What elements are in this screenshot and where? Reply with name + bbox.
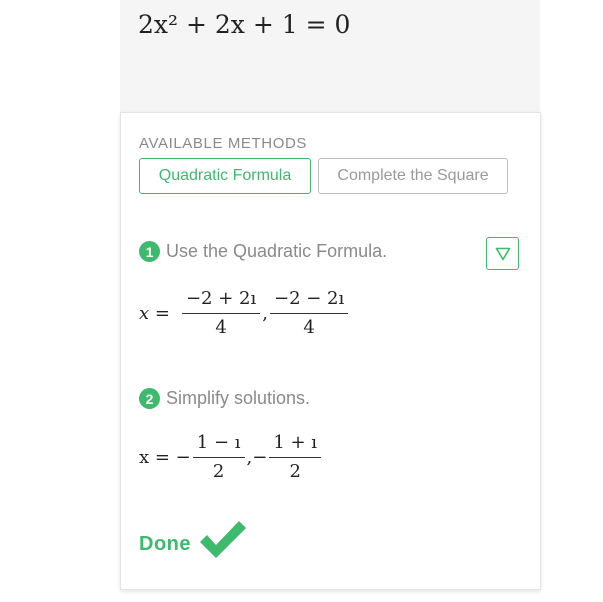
fraction xyxy=(193,433,245,482)
fraction-numerator: 1 − ı xyxy=(193,433,245,458)
checkmark-icon xyxy=(197,518,247,560)
comma-separator: , xyxy=(246,447,253,468)
expand-step-button[interactable] xyxy=(486,237,519,270)
fraction-numerator: −2 + 2ı xyxy=(182,289,260,314)
negative-sign: − xyxy=(252,447,268,468)
methods-label: AVAILABLE METHODS xyxy=(139,135,308,152)
step-title: Simplify solutions. xyxy=(166,388,311,408)
solution-lhs: x = − xyxy=(139,447,191,468)
complete-the-square-button[interactable]: Complete the Square xyxy=(318,158,508,194)
problem-equation: 2x² + 2x + 1 = 0 xyxy=(138,10,351,39)
step-2-header xyxy=(139,388,310,409)
step-number-badge: 2 xyxy=(139,388,160,409)
solution-card xyxy=(120,112,541,590)
fraction-denominator: 4 xyxy=(303,317,315,338)
done-indicator xyxy=(139,518,247,560)
step-2-solution xyxy=(139,433,323,482)
step-1-solution xyxy=(139,289,350,338)
fraction-denominator: 4 xyxy=(215,317,227,338)
fraction-numerator: 1 + ı xyxy=(269,433,321,458)
comma-separator: , xyxy=(262,303,268,324)
fraction-denominator: 2 xyxy=(212,461,225,482)
triangle-down-icon xyxy=(495,247,511,261)
fraction-denominator: 2 xyxy=(289,461,301,482)
fraction xyxy=(269,433,321,482)
fraction xyxy=(270,289,348,338)
done-label: Done xyxy=(139,533,191,555)
equation-header xyxy=(120,0,540,112)
step-title: Use the Quadratic Formula. xyxy=(166,241,388,261)
solution-lhs: x = xyxy=(139,303,170,324)
quadratic-formula-button[interactable]: Quadratic Formula xyxy=(139,158,311,194)
step-1-header xyxy=(139,241,387,262)
fraction xyxy=(182,289,260,338)
fraction-numerator: −2 − 2ı xyxy=(270,289,348,314)
step-number-badge: 1 xyxy=(139,241,160,262)
